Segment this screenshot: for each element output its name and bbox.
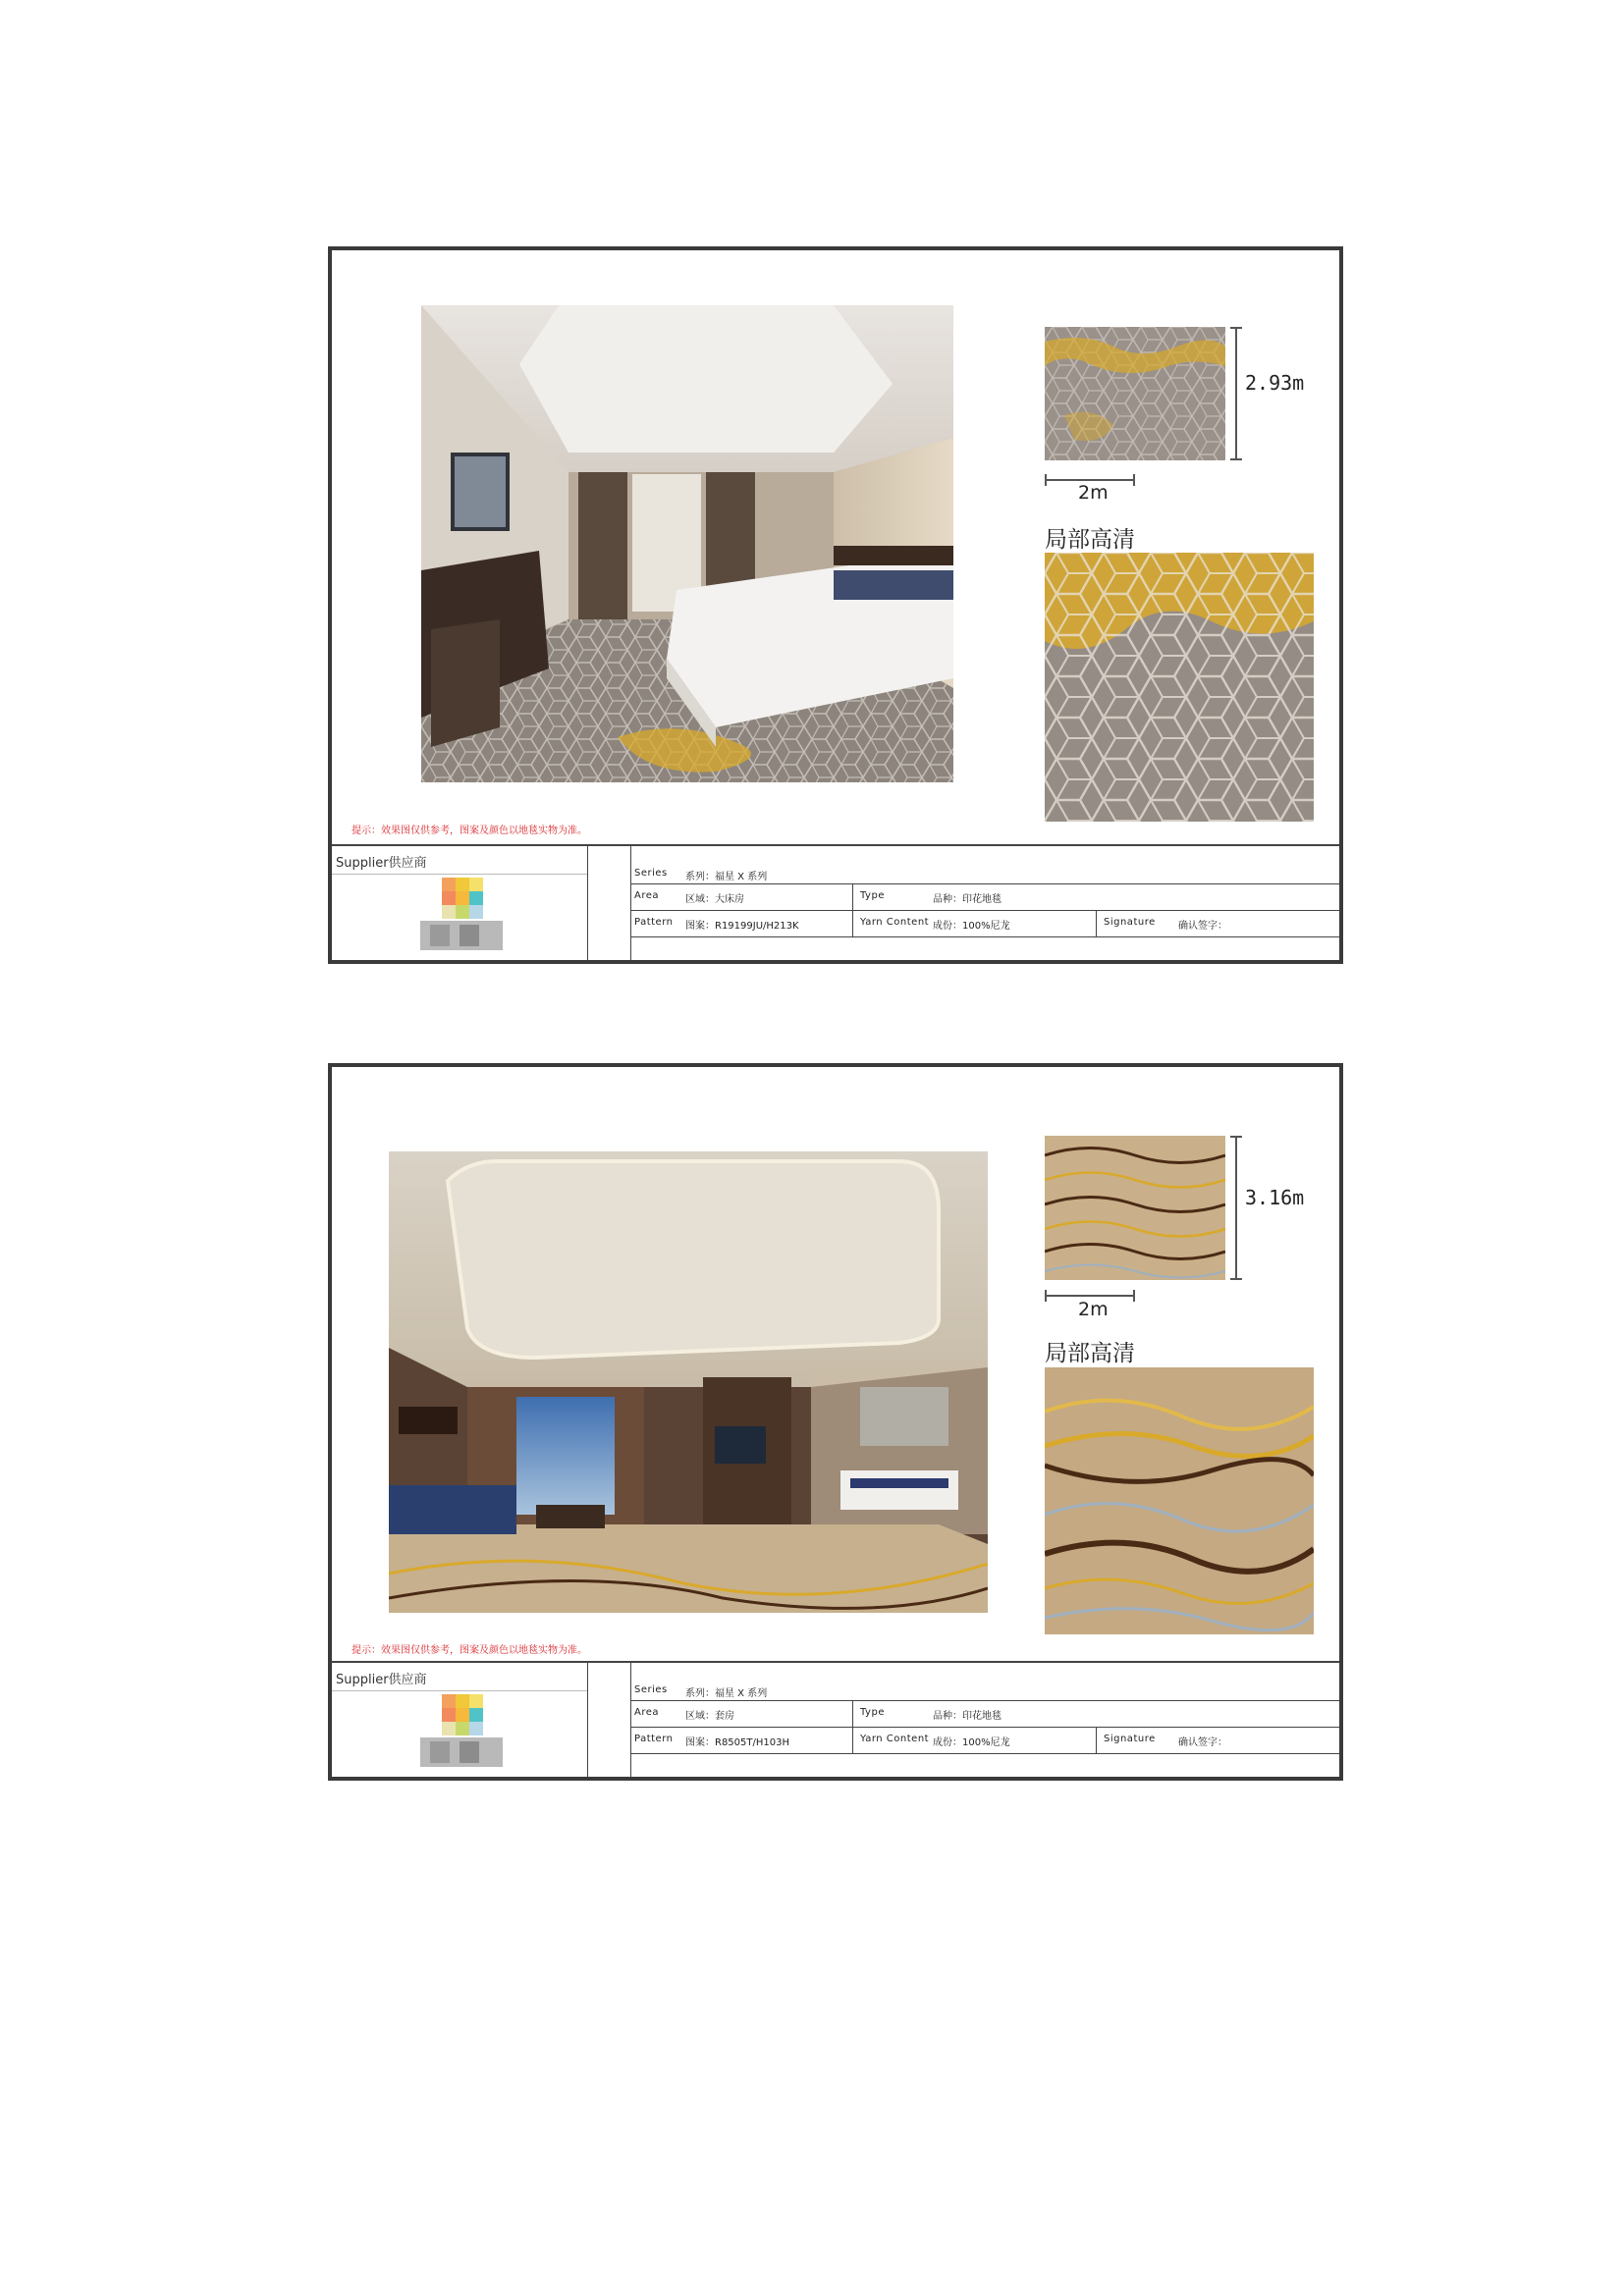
signature-divider — [1096, 1728, 1097, 1753]
closeup-title: 局部高清 — [1045, 527, 1135, 553]
supplier-cell — [332, 846, 588, 960]
yarn-value: 成份：100%尼龙 — [933, 1737, 1010, 1748]
title-block-spacer — [587, 1663, 631, 1777]
suite-rendering-image — [389, 1151, 988, 1613]
supplier-label: Supplier供应商 — [336, 856, 427, 871]
tile-width-label: 2m — [1078, 482, 1109, 504]
pattern-value: 图案：R8505T/H103H — [685, 1737, 790, 1748]
supplier-divider — [332, 1690, 587, 1691]
carpet-tile-image — [1045, 327, 1225, 460]
area-label: Area — [634, 1707, 660, 1718]
area-divider — [852, 884, 853, 910]
type-label: Type — [860, 1707, 885, 1718]
title-block — [332, 1661, 1339, 1777]
area-label: Area — [634, 890, 660, 901]
supplier-cell — [332, 1663, 588, 1777]
area-type-row — [630, 884, 1339, 911]
area-value: 区域：大床房 — [685, 894, 744, 905]
signature-label: Signature — [1104, 917, 1156, 928]
carpet-closeup-image — [1045, 553, 1314, 822]
supplier-logo-icon — [420, 878, 503, 956]
pattern-divider — [852, 911, 853, 936]
signature-value: 确认签字： — [1178, 921, 1227, 932]
height-dimension-line — [1235, 327, 1237, 460]
pattern-divider — [852, 1728, 853, 1753]
yarn-label: Yarn Content — [860, 917, 930, 928]
width-dimension-line — [1045, 479, 1135, 481]
yarn-label: Yarn Content — [860, 1734, 930, 1744]
bedroom-rendering-image — [421, 305, 953, 782]
pattern-row — [630, 911, 1339, 937]
series-row — [630, 1679, 1339, 1701]
spec-info — [630, 1663, 1339, 1777]
series-row — [630, 862, 1339, 884]
area-divider — [852, 1701, 853, 1727]
series-label: Series — [634, 1684, 668, 1695]
pattern-label: Pattern — [634, 917, 674, 928]
title-block-spacer — [587, 846, 631, 960]
type-label: Type — [860, 890, 885, 901]
tile-height-label: 3.16m — [1245, 1186, 1305, 1209]
supplier-logo-icon — [420, 1694, 503, 1773]
title-block — [332, 844, 1339, 960]
area-value: 区域：套房 — [685, 1711, 734, 1722]
pattern-value: 图案：R19199JU/H213K — [685, 921, 799, 932]
disclaimer-notice: 提示：效果图仅供参考，图案及颜色以地毯实物为准。 — [352, 1645, 587, 1656]
tile-height-label: 2.93m — [1245, 371, 1305, 395]
signature-label: Signature — [1104, 1734, 1156, 1744]
pattern-label: Pattern — [634, 1734, 674, 1744]
height-dimension-line — [1235, 1136, 1237, 1280]
yarn-value: 成份：100%尼龙 — [933, 921, 1010, 932]
carpet-closeup-image — [1045, 1367, 1314, 1634]
spec-info — [630, 846, 1339, 960]
closeup-title: 局部高清 — [1045, 1341, 1135, 1366]
spec-sheet-1 — [328, 246, 1343, 964]
disclaimer-notice: 提示：效果图仅供参考，图案及颜色以地毯实物为准。 — [352, 826, 587, 836]
tile-width-label: 2m — [1078, 1299, 1109, 1320]
signature-value: 确认签字： — [1178, 1737, 1227, 1748]
supplier-divider — [332, 874, 587, 875]
spec-sheet-2 — [328, 1063, 1343, 1781]
series-value: 系列：福星 X 系列 — [685, 1688, 768, 1699]
carpet-tile-image — [1045, 1136, 1225, 1280]
width-dimension-line — [1045, 1295, 1135, 1297]
supplier-label: Supplier供应商 — [336, 1673, 427, 1687]
series-value: 系列：福星 X 系列 — [685, 872, 768, 882]
area-type-row — [630, 1701, 1339, 1728]
pattern-row — [630, 1728, 1339, 1754]
series-label: Series — [634, 868, 668, 879]
type-value: 品种：印花地毯 — [933, 894, 1001, 905]
signature-divider — [1096, 911, 1097, 936]
type-value: 品种：印花地毯 — [933, 1711, 1001, 1722]
